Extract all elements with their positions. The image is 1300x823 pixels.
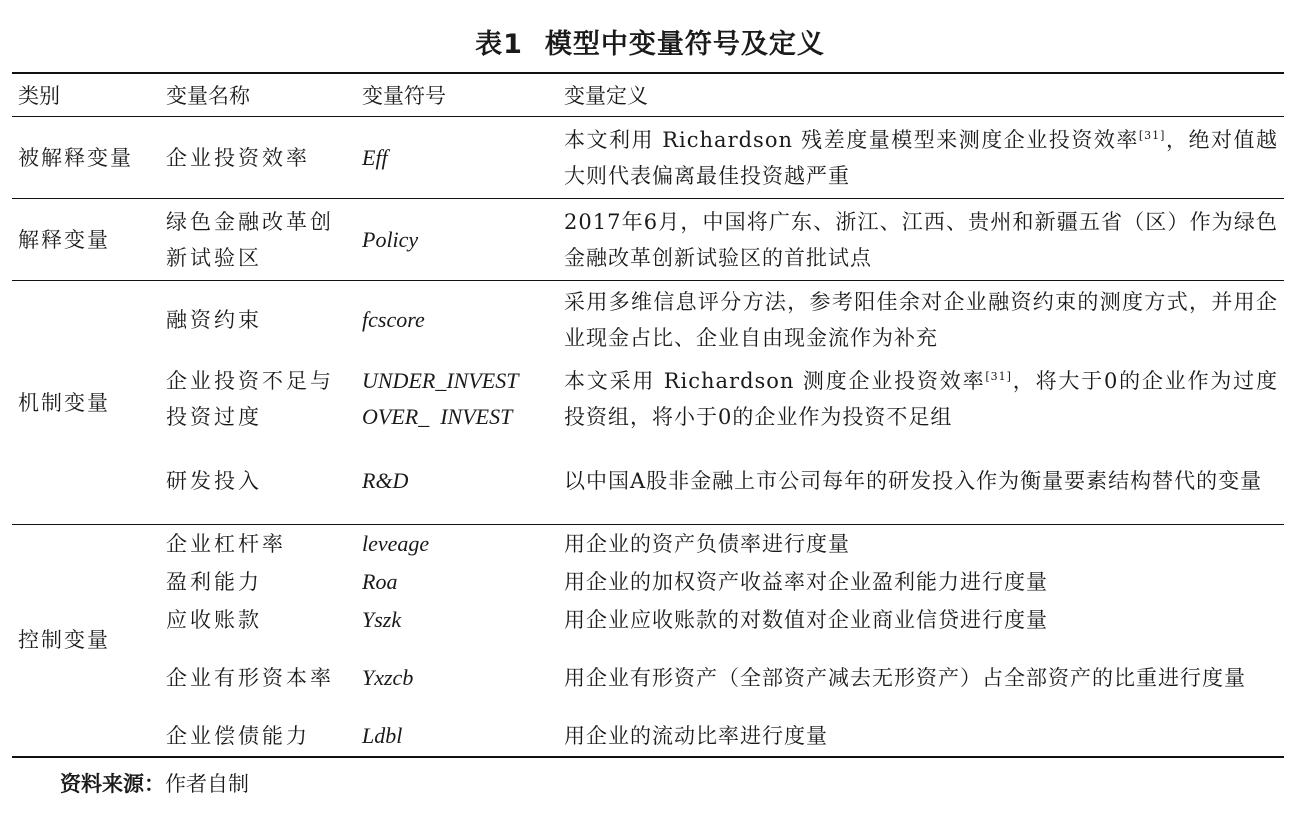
definition-text: 本文采用 Richardson 测度企业投资效率	[564, 368, 986, 393]
table-number: 表1	[475, 29, 523, 60]
symbol-under-invest: UNDER_INVEST	[362, 367, 519, 393]
symbol-cell: R&D	[362, 468, 409, 494]
symbol-cell: Yxzcb	[362, 664, 414, 690]
table-row	[12, 717, 1284, 757]
definition-cell: 用企业的流动比率进行度量	[564, 724, 828, 748]
name-cell: 融资约束	[166, 307, 262, 332]
table-row	[12, 199, 1284, 281]
citation-sup: [31]	[985, 369, 1012, 383]
category-cell: 控制变量	[18, 628, 110, 653]
table-row	[12, 117, 1284, 199]
name-cell: 研发投入	[166, 469, 262, 494]
definition-cell: 用企业应收账款的对数值对企业商业信贷进行度量	[564, 607, 1048, 632]
name-cell: 企业杠杆率	[166, 531, 286, 556]
source-label: 资料来源：	[60, 772, 165, 796]
symbol-cell: Yszk	[362, 606, 402, 632]
table-row	[12, 525, 1284, 563]
table-caption: 模型中变量符号及定义	[544, 29, 825, 60]
name-cell: 绿色金融改革创新试验区	[166, 209, 334, 270]
category-cell: 被解释变量	[18, 145, 133, 170]
symbol-cell: Ldbl	[362, 723, 403, 748]
definition-cell: 以中国A股非金融上市公司每年的研发投入作为衡量要素结构替代的变量	[564, 469, 1263, 494]
header-category: 类别	[18, 84, 60, 108]
name-cell: 企业有形资本率	[166, 665, 334, 690]
header-row	[12, 73, 1284, 117]
definition-text-cont: ，将大于0的企业作为过度投资组，将小于0的企业作为投资不足组	[564, 368, 1278, 429]
definition-cell	[558, 117, 1284, 199]
header-symbol: 变量符号	[362, 84, 446, 108]
definition-cell: 用企业有形资产（全部资产减去无形资产）占全部资产的比重进行度量	[564, 665, 1246, 690]
definition-cell: 用企业的加权资产收益率对企业盈利能力进行度量	[564, 569, 1048, 594]
variables-table	[12, 72, 1284, 758]
name-cell: 盈利能力	[166, 569, 262, 594]
definition-cell: 用企业的资产负债率进行度量	[564, 531, 850, 556]
table-row	[12, 563, 1284, 601]
definition-text: 本文利用 Richardson 残差度量模型来测度企业投资效率	[564, 127, 1139, 152]
table-title	[0, 22, 1300, 61]
category-cell: 机制变量	[18, 390, 110, 415]
symbol-cell: Eff	[362, 144, 388, 170]
definition-text-cont: ，绝对值越大则代表偏离最佳投资越严重	[564, 127, 1279, 188]
table-row	[12, 359, 1284, 439]
table-row	[12, 439, 1284, 525]
symbol-cell: Roa	[362, 568, 398, 594]
header-definition: 变量定义	[564, 84, 648, 108]
category-cell: 解释变量	[18, 227, 110, 252]
symbol-cell: Policy	[362, 226, 419, 252]
table-row	[12, 601, 1284, 639]
group-control	[12, 525, 1284, 757]
symbol-cell	[356, 359, 558, 439]
table-row	[12, 281, 1284, 359]
group-independent	[12, 199, 1284, 281]
name-cell: 企业投资不足与投资过度	[166, 368, 334, 429]
definition-cell: 采用多维信息评分方法，参考阳佳余对企业融资约束的测度方式，并用企业现金占比、企业自由现金流作为补充	[564, 289, 1278, 350]
header-name: 变量名称	[166, 84, 250, 108]
name-cell: 企业偿债能力	[166, 724, 310, 748]
citation-sup: [31]	[1138, 128, 1166, 142]
definition-cell	[558, 359, 1284, 439]
source-text: 作者自制	[165, 772, 249, 796]
group-mechanism	[12, 281, 1284, 525]
table-row	[12, 639, 1284, 717]
source-note	[60, 768, 249, 798]
group-dependent	[12, 117, 1284, 199]
symbol-cell: fcscore	[362, 306, 425, 332]
name-cell: 企业投资效率	[166, 145, 310, 170]
name-cell: 应收账款	[166, 607, 262, 632]
definition-cell: 2017年6月，中国将广东、浙江、江西、贵州和新疆五省（区）作为绿色金融改革创新试验区的首批试点	[564, 209, 1278, 270]
symbol-cell: leveage	[362, 530, 430, 556]
symbol-over-invest: OVER_ INVEST	[362, 403, 513, 429]
